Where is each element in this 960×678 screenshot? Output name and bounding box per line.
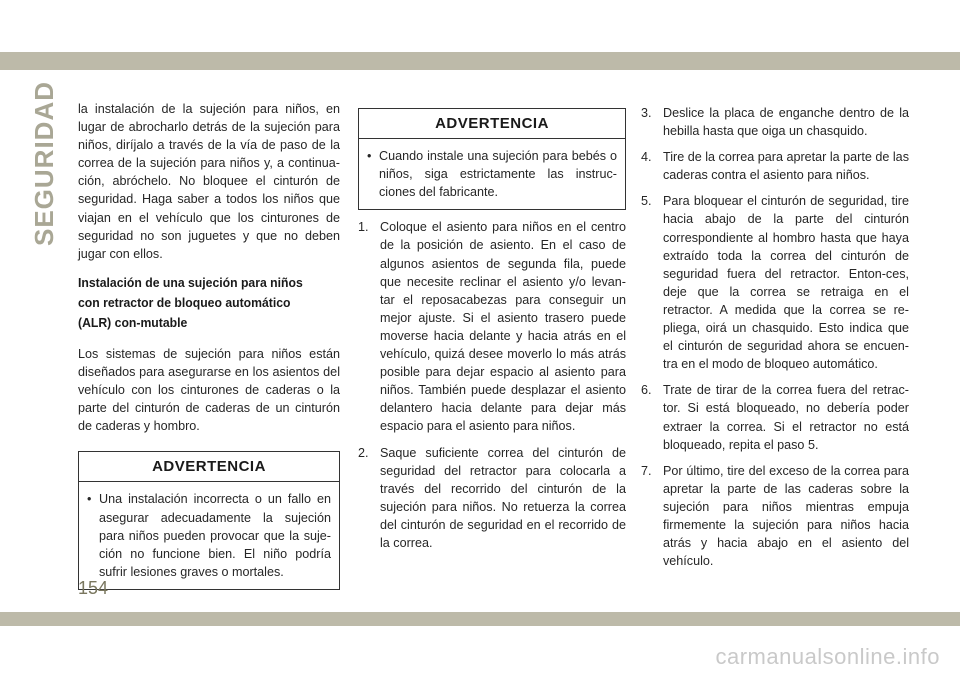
steps-list	[358, 218, 626, 552]
list-item	[358, 218, 626, 435]
step-text: Trate de tirar de la correa fuera del retrac-tor. Si está bloqueado, no debería poder extraer la correa. Si el retractor no está bloqueado, repita el paso 5.	[663, 383, 909, 452]
step-number: 3.	[641, 106, 652, 120]
step-number: 4.	[641, 150, 652, 165]
step-text: Por último, tire del exceso de la correa para apretar la parte de las caderas sobre la sujeción para niños mientras empuja firmemente la sujeción para niños hacia atrás y hacia abajo en el asiento del vehículo.	[663, 463, 909, 569]
warning-body	[79, 482, 339, 588]
list-item	[641, 148, 909, 184]
list-item	[641, 462, 909, 571]
bullet-icon: •	[87, 492, 92, 507]
page-number: 154	[78, 578, 109, 598]
warning-box	[78, 451, 340, 590]
step-number: 1.	[358, 220, 369, 235]
step-text: Para bloquear el cinturón de seguridad, tire hacia abajo de la parte del cinturón correspondiente al hombro hasta que haya extraído toda la correa del cinturón de seguridad fuera del retractor. Enton-ces, deje que la correa se retraiga en el retractor. A medida que la correa se re-pliega, oirá un chasquido. Esto indica que el cinturón de seguridad ahora se encuen-tra en el modo de bloqueo automático.	[663, 194, 909, 372]
step-text: Saque suficiente correa del cinturón de seguridad del retractor para colocarla a través del recorrido del cinturón de la sujeción para niños. No retuerza la correa del cinturón de seguridad en el recorrido de la correa.	[380, 445, 626, 550]
list-item	[641, 192, 909, 373]
warning-bullet-item	[87, 490, 331, 580]
footer-band	[0, 612, 960, 626]
intro-paragraph: la instalación de la sujeción para niños, en lugar de abrocharlo detrás de la sujeción para niños, diríjalo a través de la vía de paso de la correa de la sujeción para niños y, a continua-ción, abróchelo. No bloquee el cinturón de seguridad. Haga saber a todos los niños que viajan en el vehículo que los cinturones de seguridad no son juguetes y que no deben jugar con ellos.	[78, 102, 340, 261]
step-text: Deslice la placa de enganche dentro de la hebilla hasta que oiga un chasquido.	[663, 106, 909, 139]
list-item	[358, 444, 626, 553]
step-number: 2.	[358, 445, 369, 460]
section-tab-label: SEGURIDAD	[28, 80, 59, 246]
warning-bullet-item	[367, 147, 617, 201]
header-band	[0, 52, 960, 70]
column-2	[358, 108, 626, 560]
section-tab	[26, 80, 62, 246]
list-item	[641, 104, 909, 140]
warning-title: ADVERTENCIA	[79, 452, 339, 482]
column-1	[78, 100, 340, 590]
warning-text: Una instalación incorrecta o un fallo en asegurar adecuadamente la sujeción para niños pueden provocar que la suje-ción no funcione bien. El niño podría sufrir lesiones graves o mortales.	[99, 492, 331, 579]
step-number: 5.	[641, 194, 652, 209]
section-heading: Instalación de una sujeción para niños con retractor de bloqueo automático (ALR) con-mutable	[78, 274, 303, 330]
column-3	[641, 104, 909, 578]
warning-body	[359, 139, 625, 209]
warning-title: ADVERTENCIA	[359, 109, 625, 139]
step-text: Tire de la correa para apretar la parte de las caderas contra el asiento para niños.	[663, 150, 909, 183]
watermark: carmanualsonline.info	[715, 644, 940, 669]
warning-text: Cuando instale una sujeción para bebés o niños, siga estrictamente las instruc-ciones del fabricante.	[379, 149, 617, 200]
warning-box	[358, 108, 626, 210]
list-item	[641, 381, 909, 453]
step-text: Coloque el asiento para niños en el centro de la posición de asiento. En el caso de algunos asientos de segunda fila, puede que necesite reclinar el asiento y/o levan-tar el reposacabezas para conseguir un mejor ajuste. Si el asiento trasero puede moverse hacia delante y hacia atrás en el vehículo, quizá desee moverlo lo más atrás posible para dejar espacio al asiento para niños. También puede desplazar el asiento delantero hacia delante para dejar más espacio para el asiento para niños.	[380, 220, 626, 434]
bullet-icon: •	[367, 149, 372, 164]
step-number: 7.	[641, 463, 652, 478]
step-number: 6.	[641, 383, 652, 398]
steps-list	[641, 104, 909, 570]
body-paragraph: Los sistemas de sujeción para niños están diseñados para asegurarse en los asientos del vehículo con los cinturones de caderas o la parte del cinturón de caderas de un cinturón de caderas y hombro.	[78, 346, 340, 434]
